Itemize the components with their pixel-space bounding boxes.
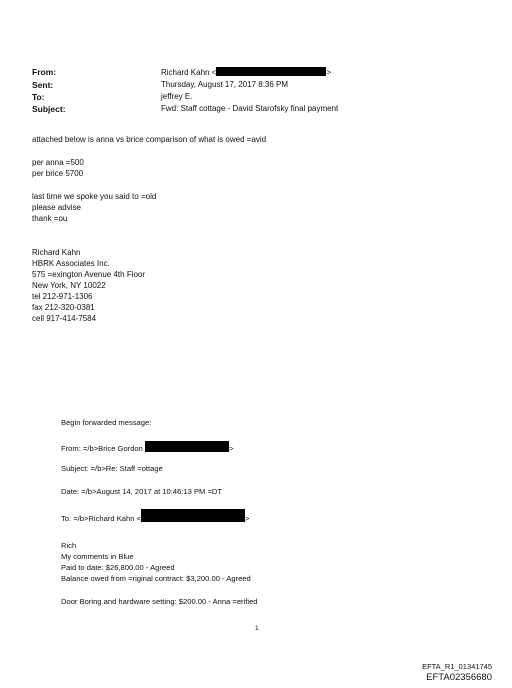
forwarded-to bbox=[61, 509, 249, 525]
body-line-2: per anna =500 bbox=[32, 158, 84, 167]
from-value bbox=[161, 67, 331, 77]
body-line-6: thank =ou bbox=[32, 214, 68, 223]
forwarded-from bbox=[61, 441, 233, 455]
redaction-box bbox=[216, 67, 326, 76]
forwarded-comments: My comments in Blue bbox=[61, 552, 134, 561]
redaction-box bbox=[145, 441, 229, 452]
from-value-text: Richard Kahn < bbox=[161, 68, 217, 77]
forwarded-balance: Balance owed from =riginal contract: $3,200.00 - Agreed bbox=[61, 574, 251, 583]
from-value-end: > bbox=[326, 68, 332, 77]
forwarded-rich: Rich bbox=[61, 541, 77, 550]
subject-value: Fwd: Staff cottage - David Starofsky final payment bbox=[161, 104, 339, 113]
page-number: 1 bbox=[255, 625, 259, 632]
to-value: jeffrey E. bbox=[161, 92, 193, 101]
forwarded-from-end: > bbox=[229, 444, 234, 453]
redaction-box bbox=[141, 509, 245, 522]
forwarded-paid: Paid to date: $26,800.00 - Agreed bbox=[61, 563, 175, 572]
forwarded-begin: Begin forwarded message: bbox=[61, 418, 152, 427]
forwarded-from-text: From: =/b>Brice Gordon bbox=[61, 444, 143, 453]
signature-name: Richard Kahn bbox=[32, 248, 81, 257]
body-line-5: please advise bbox=[32, 203, 81, 212]
body-line-4: last time we spoke you said to =old bbox=[32, 192, 157, 201]
signature-address-2: New York, NY 10022 bbox=[32, 281, 106, 290]
signature-address-1: 575 =exington Avenue 4th Floor bbox=[32, 270, 146, 279]
subject-label: Subject: bbox=[32, 104, 66, 114]
forwarded-to-text: To: =/b>Richard Kahn < bbox=[61, 514, 141, 523]
forwarded-to-end: > bbox=[245, 514, 250, 523]
from-label: From: bbox=[32, 67, 57, 77]
body-line-3: per brice 5700 bbox=[32, 169, 84, 178]
footer-code-2: EFTA02356680 bbox=[426, 672, 492, 683]
signature-company: HBRK Associates Inc. bbox=[32, 259, 110, 268]
forwarded-subject: Subject: =/b>Re: Staff =ottage bbox=[61, 464, 163, 473]
sent-value: Thursday, August 17, 2017 8:36 PM bbox=[161, 80, 289, 89]
sent-label: Sent: bbox=[32, 80, 54, 90]
to-label: To: bbox=[32, 92, 45, 102]
footer-code-1: EFTA_R1_01341745 bbox=[422, 662, 492, 671]
forwarded-date: Date: =/b>August 14, 2017 at 10:46:13 PM =DT bbox=[61, 487, 223, 496]
signature-tel: tel 212-971-1306 bbox=[32, 292, 93, 301]
signature-fax: fax 212-320-0381 bbox=[32, 303, 95, 312]
signature-cell: cell 917-414-7584 bbox=[32, 314, 97, 323]
forwarded-door: Door Boring and hardware setting: $200.00 - Anna =erified bbox=[61, 597, 258, 606]
body-line-1: attached below is anna vs brice comparison of what is owed =avid bbox=[32, 135, 267, 144]
